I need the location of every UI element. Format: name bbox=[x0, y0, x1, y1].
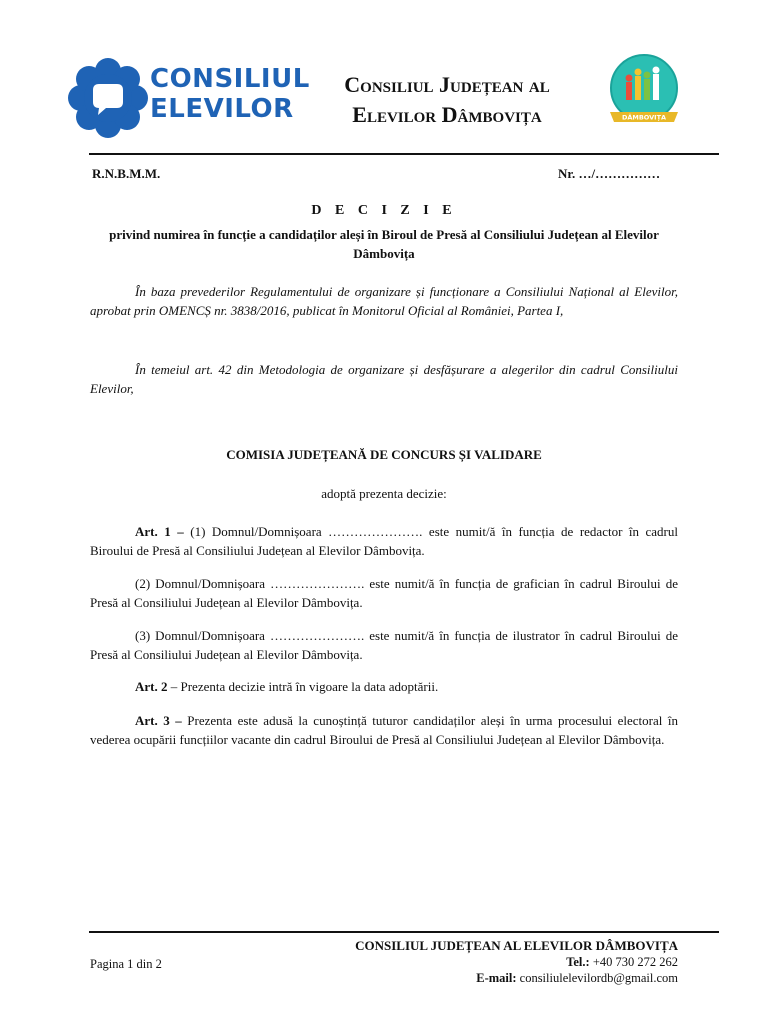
preamble-paragraph-1: În baza prevederilor Regulamentului de organizare și funcționare a Consiliului Național al Elevilor, aprobat prin OMENCȘ nr. 3838/2016, publicat în Monitorul Oficial al României, Partea I, bbox=[90, 284, 678, 318]
document-subtitle: privind numirea în funcție a candidaților aleși în Biroul de Presă al Consiliului Județean al Elevilor Dâmbovița bbox=[109, 227, 659, 261]
header-title-line-1: Consiliul Județean al bbox=[344, 72, 550, 97]
header-title bbox=[312, 70, 582, 130]
article-3-label: Art. 3 – bbox=[135, 713, 182, 728]
commission-heading: COMISIA JUDEȚEANĂ DE CONCURS ȘI VALIDARE bbox=[226, 447, 542, 462]
email-label: E-mail: bbox=[476, 971, 517, 985]
footer-divider bbox=[89, 931, 719, 933]
phone-value: +40 730 272 262 bbox=[589, 955, 678, 969]
preamble-paragraph-2: În temeiul art. 42 din Metodologia de organizare și desfășurare a alegerilor din cadrul Consiliului Elevilor, bbox=[90, 362, 678, 396]
article-3-paragraph bbox=[90, 711, 678, 749]
county-badge-icon bbox=[604, 52, 684, 132]
phone-label: Tel.: bbox=[566, 955, 590, 969]
header-title-line-2: Elevilor Dâmbovița bbox=[352, 102, 542, 127]
badge-text: DÂMBOVIȚA bbox=[621, 113, 667, 122]
header-divider bbox=[89, 153, 719, 155]
registry-code: R.N.B.M.M. bbox=[92, 166, 161, 181]
article-2-label: Art. 2 bbox=[135, 679, 168, 694]
document-title: D E C I Z I E bbox=[311, 203, 457, 218]
article-1-text-1: (1) Domnul/Domnișoara …………………. este numit/ă în funcția de redactor în cadrul Biroului de Presă al Consiliului Județean al Elevilor Dâmbovița. bbox=[90, 524, 678, 558]
article-3-text: Prezenta este adusă la cunoștință tuturor candidaților aleși în urma procesului electoral în vederea ocupării funcțiilor vacante din cadrul Biroului de Presă al Consiliului Județean al Elevilor Dâmbovița. bbox=[90, 713, 678, 747]
article-1-paragraph-1 bbox=[90, 522, 678, 560]
article-1-paragraph-3: (3) Domnul/Domnișoara …………………. este numit/ă în funcția de ilustrator în cadrul Biroului de Presă al Consiliului Județean al Elevilor Dâmbovița. bbox=[90, 628, 678, 662]
footer-organization: CONSILIUL JUDEȚEAN AL ELEVILOR DÂMBOVIȚA bbox=[355, 938, 678, 953]
council-logo-wordmark bbox=[150, 64, 310, 124]
council-logo-icon bbox=[68, 58, 148, 138]
footer-email bbox=[476, 971, 678, 986]
article-2-paragraph bbox=[90, 677, 678, 696]
page-number: Pagina 1 din 2 bbox=[90, 957, 162, 971]
email-value: consiliulelevilordb@gmail.com bbox=[516, 971, 678, 985]
article-2-text: – Prezenta decizie intră în vigoare la data adoptării. bbox=[167, 679, 439, 694]
logo-line-1: CONSILIUL bbox=[150, 64, 310, 94]
adopts-line: adoptă prezenta decizie: bbox=[321, 486, 447, 501]
article-1-label: Art. 1 – bbox=[135, 524, 184, 539]
logo-line-2: ELEVILOR bbox=[150, 94, 294, 124]
letterhead bbox=[0, 0, 768, 150]
document-number: Nr. …/…………… bbox=[558, 166, 661, 181]
footer-phone bbox=[566, 955, 678, 970]
article-1-paragraph-2: (2) Domnul/Domnișoara …………………. este numit/ă în funcția de grafician în cadrul Biroului de Presă al Consiliului Județean al Elevilor Dâmbovița. bbox=[90, 576, 678, 610]
